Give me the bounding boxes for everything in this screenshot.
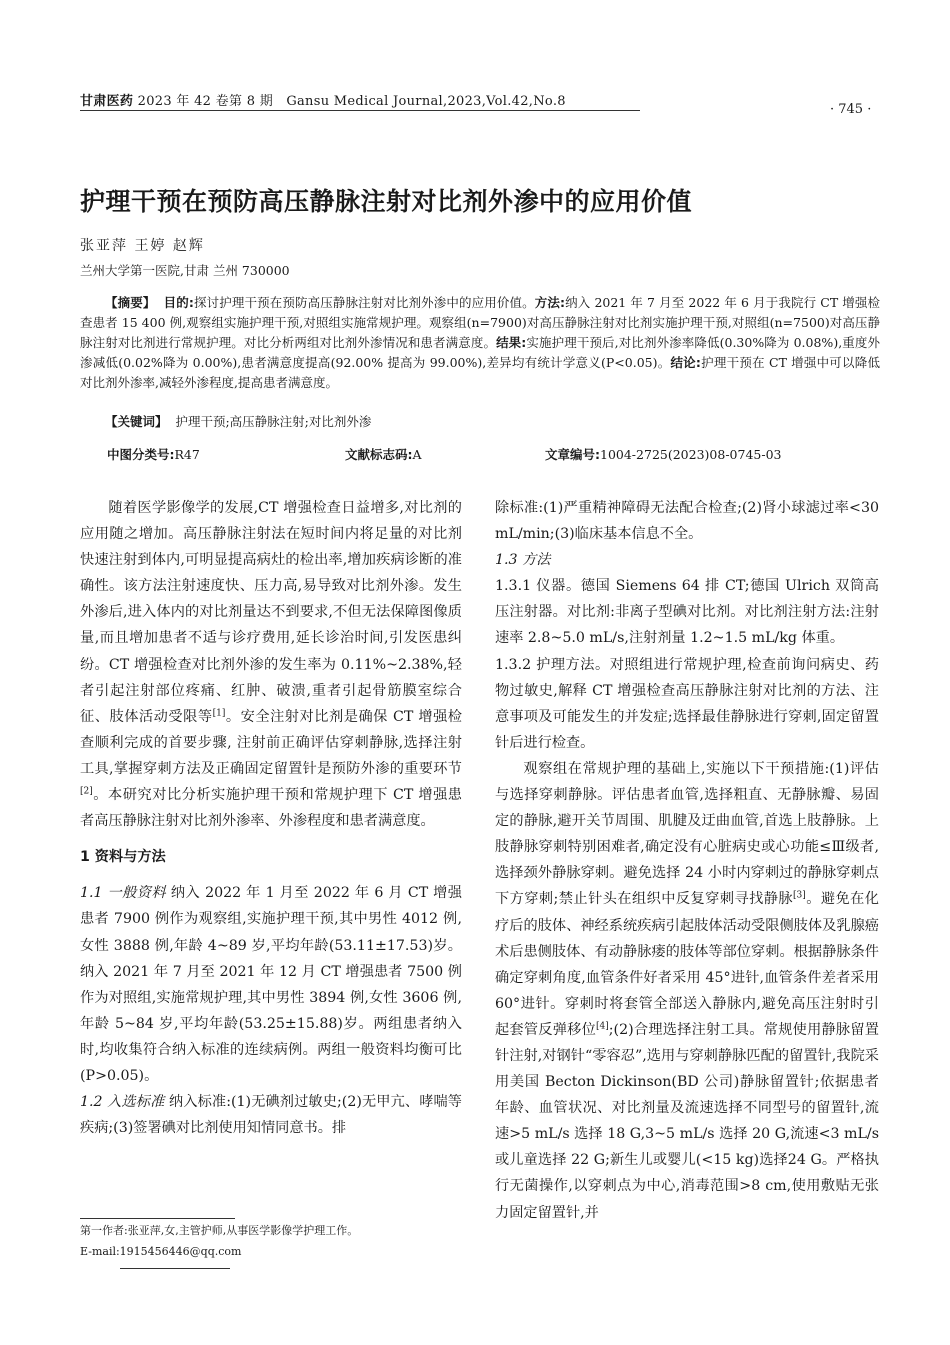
journal-name-en: Gansu Medical Journal,2023,Vol.42,No.8 <box>286 94 566 109</box>
page-number: · 745 · <box>830 102 872 117</box>
document-code: 文献标志码:A <box>345 447 422 462</box>
abstract <box>80 293 880 393</box>
footnote-rule <box>80 1218 235 1219</box>
footnote-author: 第一作者:张亚萍,女,主管护师,从事医学影像学护理工作。 <box>80 1224 359 1237</box>
issue-info: 2023 年 42 卷第 8 期 <box>137 94 273 109</box>
header-rule <box>80 110 640 111</box>
abstract-label: 【摘要】 <box>105 295 156 310</box>
conclusion-label: 结论: <box>670 355 701 370</box>
results-text: 实施护理干预后,对比剂外渗率降低(0.30%降为 0.08%),重度外渗减低(0.02%降为 0.00%),患者满意度提高(92.00% 提高为 99.00%),差异均有统计学意义(P<0.05)。 <box>80 335 880 370</box>
body-right-column <box>495 495 879 1226</box>
section-1-2: 1.2 入选标准 纳入标准:(1)无碘剂过敏史;(2)无甲亢、哮喘等疾病;(3)签署碘对比剂使用知情同意书。排 <box>80 1094 462 1137</box>
section-1-heading: 1 资料与方法 <box>80 849 166 866</box>
section-1-3-2: 1.3.2 护理方法。对照组进行常规护理,检查前询问病史、药物过敏史,解释 CT 增强检查高压静脉注射对比剂的方法、注意事项及可能发生的并发症;选择最佳静脉进行穿刺,固定留置针后进行检查。 <box>495 656 879 751</box>
running-header <box>80 90 566 109</box>
objective-text: 探讨护理干预在预防高压静脉注射对比剂外渗中的应用价值。 <box>193 295 535 310</box>
journal-name-cn: 甘肃医药 <box>80 94 134 109</box>
intro-paragraph: 随着医学影像学的发展,CT 增强检查日益增多,对比剂的应用随之增加。高压静脉注射法在短时间内将足量的对比剂快速注射到体内,可明显提高病灶的检出率,增加疾病诊断的准确性。该方法注射速度快、压力高,易导致对比剂外渗。发生外渗后,进入体内的对比剂量达不到要求,不但无法保障图像质量,而且增加患者不适与诊疗费用,延长诊治时间,引发医患纠纷。CT 增强检查对比剂外渗的发生率为 0.11%~2.38%,轻者引起注射部位疼痛、红肿、破溃,重者引起骨筋膜室综合征、肢体活动受限等[1]。安全注射对比剂是确保 CT 增强检查顺利完成的首要步骤, 注射前正确评估穿刺静脉,选择注射工具,掌握穿刺方法及正确固定留置针是预防外渗的重要环节[2]。本研究对比分析实施护理干预和常规护理下 CT 增强患者高压静脉注射对比剂外渗率、外渗程度和患者满意度。 <box>80 500 462 830</box>
keywords <box>80 412 371 430</box>
exclusion-criteria: 除标准:(1)严重精神障碍无法配合检查;(2)肾小球滤过率<30 mL/min;(3)临床基本信息不全。 <box>495 500 879 543</box>
keywords-label: 【关键词】 <box>105 414 168 429</box>
methods-text: 纳入 2021 年 7 月至 2022 年 6 月于我院行 CT 增强检查患者 15 400 例,观察组实施护理干预,对照组实施常规护理。观察组(n=7900)对高压静脉注射对比剂实施护理干预,对照组(n=7500)对高压静脉注射对比剂进行常规护理。对比分析两组对比剂外渗情况和患者满意度。 <box>80 295 881 350</box>
results-label: 结果: <box>496 335 527 350</box>
section-1-3-2-heading: 1.3.2 护理方法。 <box>495 656 610 673</box>
methods-label: 方法: <box>534 295 565 310</box>
citation-1: [1] <box>212 708 226 719</box>
citation-2: [2] <box>80 786 93 797</box>
paper-title: 护理干预在预防高压静脉注射对比剂外渗中的应用价值 <box>80 187 693 216</box>
affiliation: 兰州大学第一医院,甘肃 兰州 730000 <box>80 263 290 278</box>
section-1-3-1: 1.3.1 仪器。德国 Siemens 64 排 CT;德国 Ulrich 双筒高压注射器。对比剂:非离子型碘对比剂。对比剂注射方法:注射速率 2.8~5.0 mL/s,注射剂量 1.2~1.5 mL/kg 体重。 <box>495 578 879 647</box>
conclusion-text: 护理干预在 CT 增强中可以降低对比剂外渗率,减轻外渗程度,提高患者满意度。 <box>80 355 880 390</box>
article-number: 文章编号:1004-2725(2023)08-0745-03 <box>545 447 782 462</box>
section-1-3-1-heading: 1.3.1 仪器。 <box>495 578 581 595</box>
section-1-1-heading: 1.1 一般资料 <box>80 885 166 902</box>
footnote-email: E-mail:1915456446@qq.com <box>80 1245 242 1258</box>
section-1-2-heading: 1.2 入选标准 <box>80 1094 165 1111</box>
footnote-email-rule <box>120 1268 230 1269</box>
section-1-3-heading: 1.3 方法 <box>495 552 551 569</box>
citation-4: [4] <box>596 1021 609 1032</box>
objective-label: 目的: <box>163 295 194 310</box>
body-left-column <box>80 495 462 1141</box>
section-1-1: 1.1 一般资料 纳入 2022 年 1 月至 2022 年 6 月 CT 增强患者 7900 例作为观察组,实施护理干预,其中男性 4012 例,女性 3888 例,年龄 4~89 岁,平均年龄(53.11±17.53)岁。纳入 2021 年 7 月至 2021 年 12 月 CT 增强患者 7500 例作为对照组,实施常规护理,其中男性 3894 例,女性 3606 例,年龄 5~84 岁,平均年龄(53.25±15.88)岁。两组患者纳入时,均收集符合纳入标准的连续病例。两组一般资料均衡可比(P>0.05)。 <box>80 885 462 1084</box>
keywords-text: 护理干预;高压静脉注射;对比剂外渗 <box>175 414 372 429</box>
authors: 张亚萍 王婷 赵辉 <box>80 238 205 254</box>
clc-number: 中图分类号:R47 <box>107 447 200 462</box>
citation-3: [3] <box>793 890 806 901</box>
observation-group-paragraph: 观察组在常规护理的基础上,实施以下干预措施:(1)评估与选择穿刺静脉。评估患者血管,选择粗直、无静脉瓣、易固定的静脉,避开关节周围、肌腱及迂曲血管,首选上肢静脉。上肢静脉穿刺特别困难者,确定没有心脏病史或心功能≤Ⅲ级者,选择颈外静脉穿刺。避免选择 24 小时内穿刺过的静脉穿刺点下方穿刺;禁止针头在组织中反复穿刺寻找静脉[3]。避免在化疗后的肢体、神经系统疾病引起肢体活动受限侧肢体及乳腺癌术后患侧肢体、有动静脉瘘的肢体等部位穿刺。根据静脉条件确定穿刺角度,血管条件好者采用 45°进针,血管条件差者采用 60°进针。穿刺时将套管全部送入静脉内,避免高压注射时引起套管反弹移位[4];(2)合理选择注射工具。常规使用静脉留置针注射,对钢针“零容忍”,选用与穿刺静脉匹配的留置针,我院采用美国 Becton Dickinson(BD 公司)静脉留置针;依据患者年龄、血管状况、对比剂量及流速选择不同型号的留置针,流速>5 mL/s 选择 18 G,3~5 mL/s 选择 20 G,流速<3 mL/s 或儿童选择 22 G;新生儿或婴儿(<15 kg)选择24 G。严格执行无菌操作,以穿刺点为中心,消毒范围>8 cm,使用敷贴无张力固定留置针,并 <box>495 760 879 1221</box>
